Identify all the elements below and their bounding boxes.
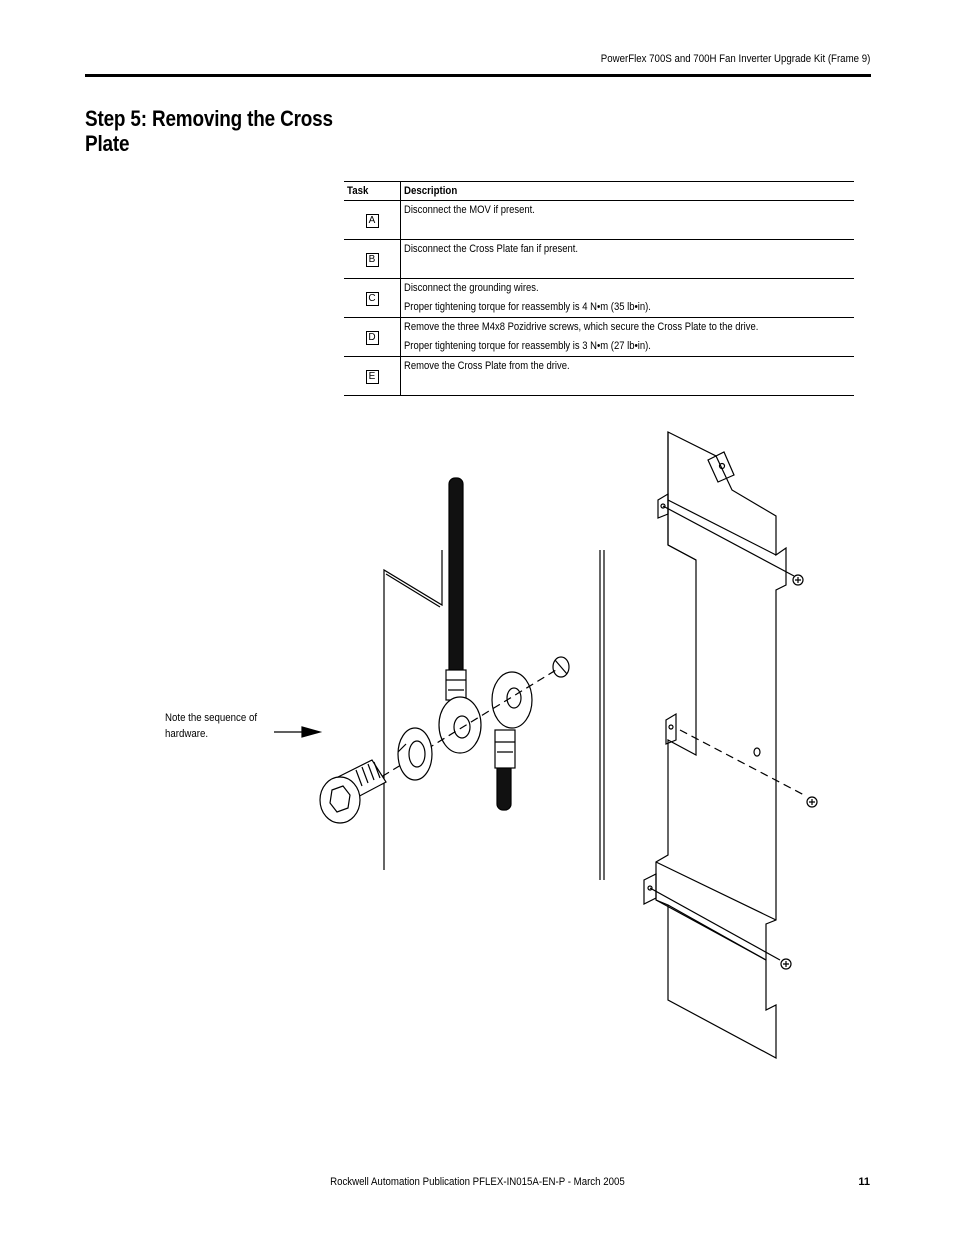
description-cell: Disconnect the Cross Plate fan if present. (401, 240, 855, 279)
description-cell: Disconnect the grounding wires. Proper tightening torque for reassembly is 4 N•m (35 lb•in). (401, 279, 855, 318)
section-title: Step 5: Removing the Cross Plate (85, 106, 333, 156)
nut-icon (553, 657, 569, 677)
footer-publication: Rockwell Automation Publication PFLEX-IN015A-EN-P - March 2005 (329, 1176, 625, 1188)
table-row (344, 201, 854, 240)
drive-panel-edge (384, 550, 442, 870)
table-row (344, 240, 854, 279)
description-column-header: Description (401, 182, 855, 201)
table-row (344, 279, 854, 318)
task-cell (344, 240, 401, 279)
task-cell (344, 201, 401, 240)
note-arrow-icon (274, 727, 320, 737)
running-header: PowerFlex 700S and 700H Fan Inverter Upgrade Kit (Frame 9) (600, 53, 870, 65)
task-label-box: B (366, 253, 379, 267)
cross-plate (644, 432, 786, 1058)
task-label-box: C (366, 292, 379, 306)
task-label-box: A (366, 214, 379, 228)
task-label-box: E (366, 370, 379, 384)
header-rule (85, 74, 871, 77)
table-row (344, 357, 854, 396)
task-table (344, 181, 854, 396)
task-label-box: D (366, 331, 379, 345)
socket-head-screw-icon (320, 760, 386, 823)
lock-washer-icon (398, 728, 432, 780)
task-cell (344, 318, 401, 357)
page-number: 11 (858, 1176, 870, 1188)
description-cell: Disconnect the MOV if present. (401, 201, 855, 240)
cross-plate-removal-illustration (0, 400, 954, 1080)
hardware-sequence-note: Note the sequence of hardware. (165, 712, 258, 740)
grounding-wire-upper (446, 478, 466, 700)
description-cell: Remove the three M4x8 Pozidrive screws, which secure the Cross Plate to the drive. Proper tightening torque for reassembly is 3 N•m (27 lb•in). (401, 318, 855, 357)
task-cell (344, 279, 401, 318)
ring-terminal-upper (439, 697, 481, 753)
ring-terminal-lower (492, 672, 532, 810)
bracket-edge-lines (600, 550, 604, 880)
task-cell (344, 357, 401, 396)
table-header-row (344, 182, 854, 201)
table-row (344, 318, 854, 357)
task-column-header: Task (344, 182, 401, 201)
description-cell: Remove the Cross Plate from the drive. (401, 357, 855, 396)
